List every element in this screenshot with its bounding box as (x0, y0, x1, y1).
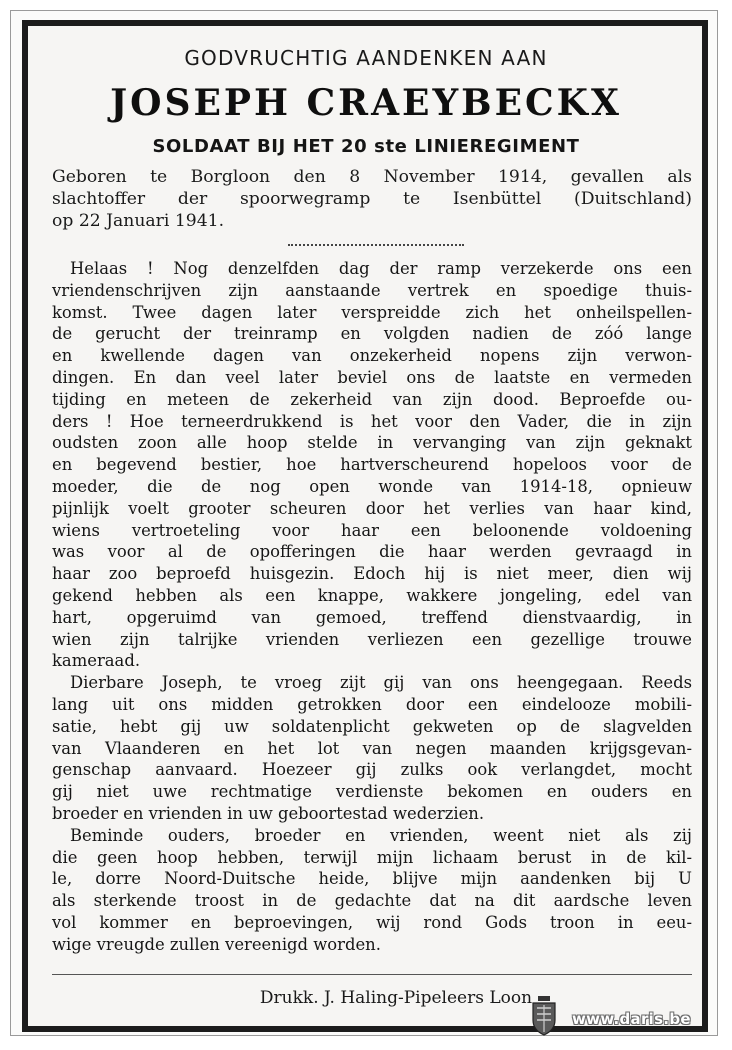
body-line: van Vlaanderen en het lot van negen maanden krijgsgevan- (52, 738, 692, 758)
body-line: gij niet uwe rechtmatige verdienste bekomen en ouders en (52, 782, 692, 802)
body-line: hart, opgeruimd van gemoed, treffend dienstvaardig, in (52, 607, 692, 627)
body-line: Dierbare Joseph, te vroeg zijt gij van ons heengegaan. Reeds (70, 673, 692, 693)
body-line: die geen hoop hebben, terwijl mijn lichaam berust in de kil- (52, 847, 692, 867)
body-line: lang uit ons midden getrokken door een eindelooze mobili- (52, 694, 692, 714)
body-line: vriendenschrijven zijn aanstaande vertrek en spoedige thuis- (52, 280, 692, 300)
body-line: en kwellende dagen van onzekerheid nopens zijn verwon- (52, 346, 692, 366)
body-line: Helaas ! Nog denzelfden dag der ramp verzekerde ons een (70, 259, 692, 278)
body-line: als sterkende troost in de gedachte dat na dit aardsche leven (52, 891, 692, 911)
body-line: wien zijn talrijke vrienden verliezen een gezellige trouwe (52, 629, 692, 649)
birth-line: Geboren te Borgloon den 8 November 1914, gevallen als (52, 167, 692, 187)
body-line: komst. Twee dagen later verspreidde zich het onheilspellen- (52, 302, 692, 322)
watermark: www.daris.be (572, 1010, 691, 1028)
body-line: genschap aanvaard. Hoezeer gij zulks ook verlangdet, mocht (52, 760, 692, 780)
body-line: en begevend bestier, hoe hartverscheurend hopeloos voor de (52, 455, 692, 475)
birth-paragraph (52, 166, 692, 232)
body-line: pijnlijk voelt grooter scheuren door het verlies van haar kind, (52, 498, 692, 518)
military-rank: SOLDAAT BIJ HET 20 ste LINIEREGIMENT (152, 136, 580, 157)
bottom-rule (52, 974, 692, 975)
body-line: kameraad. (52, 651, 141, 671)
dedication-heading: GODVRUCHTIG AANDENKEN AAN (184, 46, 548, 70)
body-line: Beminde ouders, broeder en vrienden, weent niet als zij (70, 825, 692, 845)
body-line: gekend hebben als een knappe, wakkere jongeling, edel van (52, 585, 692, 605)
body-line: tijding en meteen de zekerheid van zijn dood. Beproefde ou- (52, 389, 692, 409)
body-line: wiens vertroeteling voor haar een beloonende voldoening (52, 520, 692, 540)
printer-credit: Drukk. J. Haling-Pipeleers Loon (259, 988, 533, 1008)
body-line: de gerucht der treinramp en volgden nadien de zóó lange (52, 324, 692, 344)
birth-line: op 22 Januari 1941. (52, 211, 225, 231)
deceased-name: JOSEPH CRAEYBECKX (110, 82, 622, 124)
body-line: satie, hebt gij uw soldatenplicht gekweten op de slagvelden (52, 716, 692, 736)
body-line: wige vreugde zullen vereenigd worden. (52, 934, 381, 954)
body-line: vol kommer en beproevingen, wij rond Gods troon in eeu- (52, 912, 692, 932)
seal-icon (530, 996, 558, 1036)
body-line: oudsten zoon alle hoop stelde in vervanging van zijn geknakt (52, 433, 692, 453)
body-text (52, 258, 692, 956)
body-line: was voor al de opofferingen die haar werden gevraagd in (52, 542, 692, 562)
body-line: moeder, die de nog open wonde van 1914-18, opnieuw (52, 476, 692, 496)
body-line: haar zoo beproefd huisgezin. Edoch hij is niet meer, dien wij (52, 564, 692, 584)
body-line: broeder en vrienden in uw geboortestad wederzien. (52, 803, 485, 823)
body-line: ders ! Hoe terneerdrukkend is het voor den Vader, die in zijn (52, 411, 692, 431)
body-line: dingen. En dan veel later beviel ons de laatste en vermeden (52, 367, 692, 387)
birth-line: slachtoffer der spoorwegramp te Isenbüttel (Duitschland) (52, 189, 692, 209)
body-line: le, dorre Noord-Duitsche heide, blijve mijn aandenken bij U (52, 869, 692, 889)
dotted-separator (288, 244, 464, 246)
